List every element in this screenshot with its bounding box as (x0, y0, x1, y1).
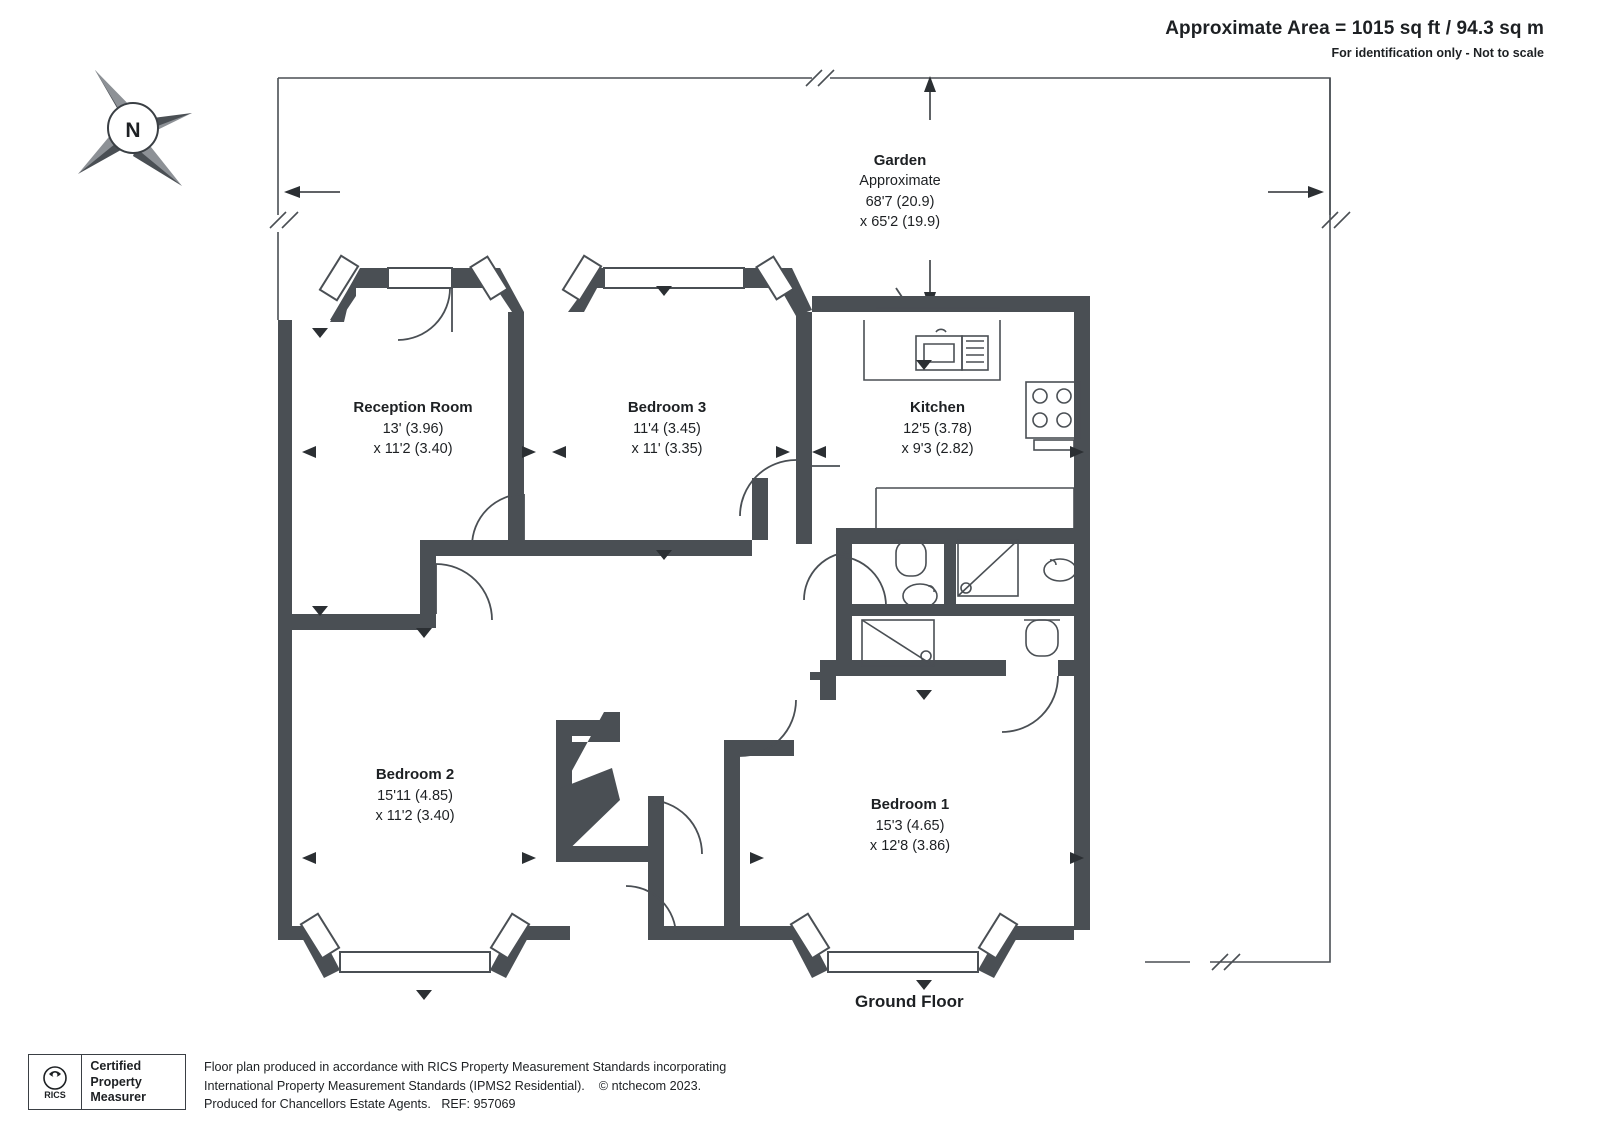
garden-name: Garden (873, 152, 927, 169)
room-name: Kitchen (909, 399, 965, 416)
garden-line3: x 65'2 (19.9) (859, 214, 941, 231)
compass-north-label: N (125, 119, 141, 142)
room-dim-2: x 12'8 (3.86) (869, 838, 951, 855)
room-dim-1: 13' (3.96) (382, 421, 444, 438)
room-name: Bedroom 3 (627, 399, 707, 416)
room-label-bedroom-2 (330, 765, 500, 827)
badge-line-3: Measurer (90, 1089, 146, 1104)
room-name: Bedroom 2 (375, 766, 455, 783)
interior-walls (292, 478, 1074, 940)
compass-rose-icon (78, 70, 192, 186)
room-dim-2: x 11'2 (3.40) (375, 808, 455, 825)
bathroom-fixtures (862, 540, 1076, 666)
garden-label (830, 150, 970, 233)
room-label-bedroom-1 (825, 795, 995, 857)
room-dim-1: 15'3 (4.65) (875, 818, 945, 835)
room-dim-2: x 11' (3.35) (631, 441, 703, 458)
garden-line1: Approximate (859, 173, 941, 190)
room-label-kitchen (855, 398, 1020, 460)
rics-badge-text (82, 1059, 146, 1105)
rics-badge (28, 1054, 186, 1110)
room-dim-2: x 11'2 (3.40) (373, 441, 453, 458)
floor-label: Ground Floor (855, 992, 964, 1011)
approximate-area-text: Approximate Area = 1015 sq ft / 94.3 sq m (1165, 18, 1544, 39)
identification-note: For identification only - Not to scale (1331, 46, 1544, 60)
disclaimer-line-3: Produced for Chancellors Estate Agents. REF: 957069 (204, 1096, 516, 1111)
badge-line-2: Property (90, 1074, 142, 1089)
disclaimer-text (204, 1054, 726, 1113)
svg-text:RICS: RICS (44, 1090, 66, 1101)
room-name: Reception Room (353, 399, 473, 416)
badge-line-1: Certified (90, 1059, 142, 1074)
room-dim-1: 12'5 (3.78) (903, 421, 972, 438)
garden-line2: 68'7 (20.9) (865, 193, 935, 210)
room-label-bedroom-3 (582, 398, 752, 460)
rics-logo-icon (29, 1063, 81, 1101)
room-name: Bedroom 1 (870, 796, 950, 813)
disclaimer-line-1: Floor plan produced in accordance with RICS Property Measurement Standards incorporating (204, 1060, 727, 1075)
disclaimer-line-2: International Property Measurement Standards (IPMS2 Residential). © ntchecom 2023. (204, 1078, 702, 1093)
room-dim-2: x 9'3 (2.82) (901, 441, 974, 458)
room-dim-1: 11'4 (3.45) (633, 421, 701, 438)
room-label-reception-room (308, 398, 518, 460)
room-dimension-markers (302, 286, 1084, 1000)
footer (28, 1054, 726, 1113)
room-dim-1: 15'11 (4.85) (377, 788, 453, 805)
